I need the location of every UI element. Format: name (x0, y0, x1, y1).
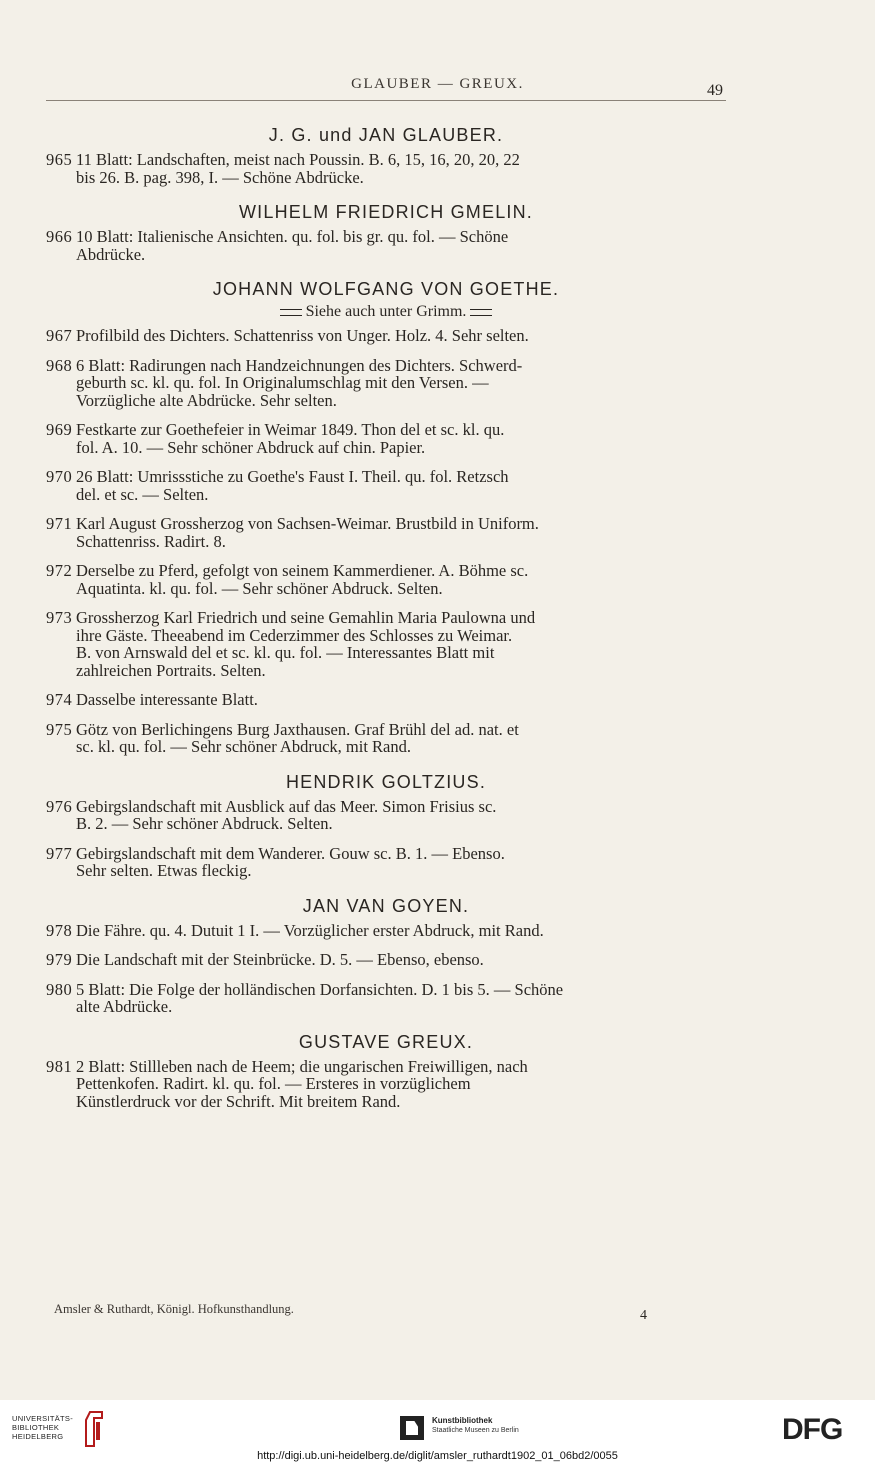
lot-description (76, 981, 726, 1016)
description-line: Vorzügliche alte Abdrücke. Sehr selten. (76, 390, 337, 410)
section-title: JAN VAN GOYEN. (302, 895, 470, 916)
section-title: HENDRIK GOLTZIUS. (285, 771, 487, 792)
description-line: Festkarte zur Goethefeier in Weimar 1849. Thon del et sc. kl. qu. (76, 420, 505, 439)
university-line: HEIDELBERG (12, 1432, 64, 1441)
kunstbibliothek-subtitle: Staatliche Museen zu Berlin (432, 1427, 519, 1434)
description-line: Grossherzog Karl Friedrich und seine Gemahlin Maria Paulowna und (76, 608, 536, 627)
lot-number: 978 (46, 920, 73, 940)
description-line: 2 Blatt: Stillleben nach de Heem; die ungarischen Freiwilligen, nach (76, 1056, 528, 1076)
catalog-entry (46, 721, 726, 756)
publisher-footer: Amsler & Ruthardt, Königl. Hofkunsthandlung. (54, 1302, 294, 1316)
catalog-entry (46, 609, 726, 679)
source-url-link[interactable]: http://digi.ub.uni-heidelberg.de/diglit/amsler_ruthardt1902_01_06bd2/0055 (257, 1450, 618, 1462)
lot-description (76, 421, 726, 456)
section-title: JOHANN WOLFGANG VON GOETHE. (212, 279, 560, 299)
lot-description (76, 327, 726, 345)
lot-description (76, 691, 726, 709)
running-title: GLAUBER — GREUX. (351, 76, 524, 92)
description-line: zahlreichen Portraits. Selten. (76, 660, 266, 680)
description-line: Profilbild des Dichters. Schattenriss von Unger. Holz. 4. Sehr selten. (76, 326, 529, 345)
lot-number: 965 (46, 150, 73, 169)
description-line: del. et sc. — Selten. (76, 484, 209, 504)
lot-description (76, 609, 726, 679)
description-line: Künstlerdruck vor der Schrift. Mit breitem Rand. (76, 1091, 401, 1111)
description-line: Die Fähre. qu. 4. Dutuit 1 I. — Vorzüglicher erster Abdruck, mit Rand. (76, 920, 544, 940)
lot-number: 977 (46, 843, 73, 863)
lot-description (76, 1058, 726, 1111)
description-line: Schattenriss. Radirt. 8. (76, 531, 226, 551)
lot-description (76, 357, 726, 410)
catalog-entry (46, 981, 726, 1016)
dfg-logo[interactable]: DFG (782, 1413, 843, 1446)
description-line: ihre Gäste. Theeabend im Cederzimmer des Schlosses zu Weimar. (76, 625, 513, 645)
university-emblem-icon (82, 1410, 104, 1448)
lot-number: 972 (46, 561, 73, 580)
description-line: 10 Blatt: Italienische Ansichten. qu. fol. bis gr. qu. fol. — Schöne (76, 227, 509, 246)
section-title: J. G. und JAN GLAUBER. (268, 125, 504, 145)
catalog-entry (46, 357, 726, 410)
signature-mark: 4 (640, 1308, 647, 1323)
lot-number: 974 (46, 690, 73, 709)
description-line: Die Landschaft mit der Steinbrücke. D. 5. — Ebenso, ebenso. (76, 950, 484, 969)
description-line: geburth sc. kl. qu. fol. In Originalumschlag mit den Versen. — (76, 373, 489, 392)
lot-number: 970 (46, 467, 73, 486)
description-line: Dasselbe interessante Blatt. (76, 690, 258, 709)
description-line: Pettenkofen. Radirt. kl. qu. fol. — Ersteres in vorzüglichem (76, 1074, 471, 1093)
lot-number: 971 (46, 514, 73, 533)
description-line: 26 Blatt: Umrissstiche zu Goethe's Faust I. Theil. qu. fol. Retzsch (76, 467, 509, 486)
lot-description (76, 721, 726, 756)
description-line: Aquatinta. kl. qu. fol. — Sehr schöner Abdruck. Selten. (76, 578, 443, 598)
lot-number: 975 (46, 719, 73, 739)
description-line: fol. A. 10. — Sehr schöner Abdruck auf chin. Papier. (76, 437, 426, 457)
description-line: B. von Arnswald del et sc. kl. qu. fol. — Interessantes Blatt mit (76, 643, 495, 662)
description-line: Sehr selten. Etwas fleckig. (76, 861, 252, 880)
lot-description (76, 151, 726, 186)
lot-number: 980 (46, 979, 73, 999)
lot-number: 966 (46, 227, 73, 246)
description-line: B. 2. — Sehr schöner Abdruck. Selten. (76, 814, 333, 833)
kunstbibliothek-title[interactable]: Kunstbibliothek (432, 1416, 493, 1425)
catalog-entry (46, 951, 726, 969)
description-line: Derselbe zu Pferd, gefolgt von seinem Kammerdiener. A. Böhme sc. (76, 561, 529, 580)
see-also-text: Siehe auch unter Grimm. (305, 303, 467, 320)
catalog-content (46, 125, 726, 1122)
description-line: bis 26. B. pag. 398, I. — Schöne Abdrücke. (76, 167, 364, 187)
catalog-entry (46, 421, 726, 456)
header-rule (46, 100, 726, 101)
university-line: BIBLIOTHEK (12, 1423, 60, 1432)
lot-description (76, 468, 726, 503)
lot-description (76, 515, 726, 550)
lot-number: 967 (46, 326, 73, 345)
description-line: 5 Blatt: Die Folge der holländischen Dorfansichten. D. 1 bis 5. — Schöne (76, 979, 564, 999)
catalog-entry (46, 1058, 726, 1111)
page-number: 49 (707, 82, 723, 99)
description-line: Gebirgslandschaft mit Ausblick auf das Meer. Simon Frisius sc. (76, 796, 497, 816)
catalog-entry (46, 845, 726, 880)
description-line: 6 Blatt: Radirungen nach Handzeichnungen des Dichters. Schwerd- (76, 355, 523, 375)
description-line: Karl August Grossherzog von Sachsen-Weimar. Brustbild in Uniform. (76, 514, 539, 533)
kunstbibliothek-icon (400, 1416, 424, 1440)
double-rule-icon (280, 309, 302, 316)
see-also-note (46, 303, 726, 321)
catalog-entry (46, 468, 726, 503)
lot-description (76, 951, 726, 969)
section-title: WILHELM FRIEDRICH GMELIN. (238, 202, 534, 222)
section-title: GUSTAVE GREUX. (298, 1031, 474, 1052)
lot-description (76, 562, 726, 597)
lot-description (76, 798, 726, 833)
double-rule-icon (470, 309, 492, 316)
catalog-entry (46, 691, 726, 709)
description-line: Götz von Berlichingens Burg Jaxthausen. Graf Brühl del ad. nat. et (76, 719, 519, 739)
catalog-entry (46, 515, 726, 550)
catalog-entry (46, 562, 726, 597)
description-line: sc. kl. qu. fol. — Sehr schöner Abdruck, mit Rand. (76, 737, 411, 756)
lot-description (76, 228, 726, 263)
lot-number: 968 (46, 355, 73, 375)
description-line: Abdrücke. (76, 244, 146, 264)
lot-number: 979 (46, 950, 73, 969)
catalog-entry (46, 228, 726, 263)
catalog-entry (46, 327, 726, 345)
description-line: alte Abdrücke. (76, 997, 173, 1016)
catalog-entry (46, 798, 726, 833)
lot-description (76, 922, 726, 940)
university-line: UNIVERSITÄTS- (12, 1414, 73, 1423)
university-library-logo[interactable] (12, 1414, 73, 1441)
lot-description (76, 845, 726, 880)
catalog-entry (46, 151, 726, 186)
lot-number: 976 (46, 796, 73, 816)
description-line: Gebirgslandschaft mit dem Wanderer. Gouw sc. B. 1. — Ebenso. (76, 843, 505, 863)
description-line: 11 Blatt: Landschaften, meist nach Poussin. B. 6, 15, 16, 20, 20, 22 (76, 150, 520, 169)
lot-number: 973 (46, 608, 73, 627)
catalog-entry (46, 922, 726, 940)
lot-number: 981 (46, 1056, 73, 1076)
lot-number: 969 (46, 420, 73, 439)
